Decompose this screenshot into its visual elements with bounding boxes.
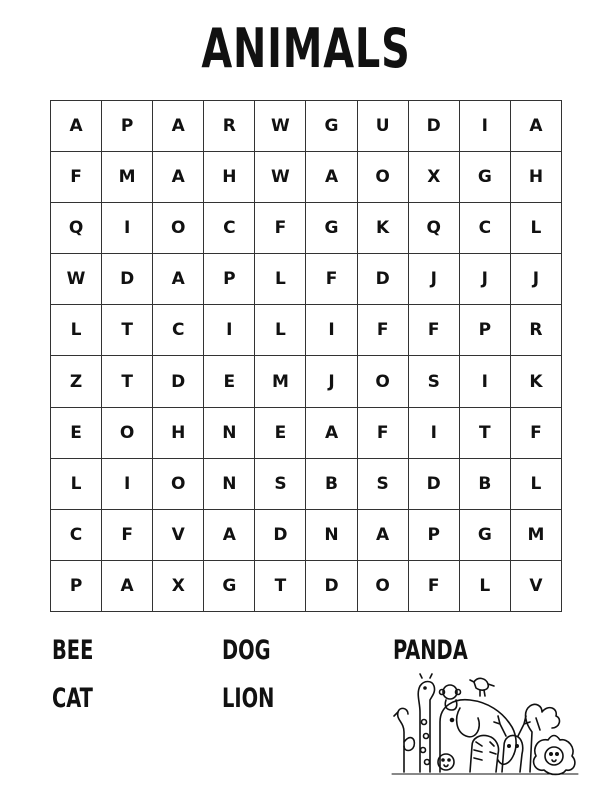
grid-cell: E [255,408,306,459]
grid-cell: W [255,101,306,152]
grid-cell: D [409,459,460,510]
grid-cell: Q [51,203,102,254]
grid-cell: X [409,152,460,203]
grid-cell: O [358,356,409,407]
word-search-grid [50,100,562,612]
grid-cell: A [51,101,102,152]
giraffe-icon [418,674,434,772]
flamingo-icon [394,708,414,772]
grid-cell: O [153,203,204,254]
grid-cell: R [511,305,562,356]
grid-cell: W [255,152,306,203]
zebra-icon [470,735,499,772]
grid-cell: P [102,101,153,152]
grid-cell: T [102,356,153,407]
grid-cell: U [358,101,409,152]
grid-cell: P [51,561,102,612]
grid-cell: K [358,203,409,254]
word-cat: CAT [52,683,93,714]
deer-icon [494,716,530,772]
zoo-animals-illustration [390,672,580,777]
page-title: ANIMALS [201,17,411,80]
grid-cell: F [306,254,357,305]
grid-cell: L [460,561,511,612]
grid-cell: R [204,101,255,152]
grid-cell: J [306,356,357,407]
grid-cell: I [204,305,255,356]
grid-cell: H [153,408,204,459]
grid-cell: A [306,152,357,203]
grid-cell: M [102,152,153,203]
grid-cell: O [153,459,204,510]
grid-cell: L [51,305,102,356]
grid-cell: I [306,305,357,356]
grid-cell: M [511,510,562,561]
grid-cell: D [306,561,357,612]
grid-cell: D [358,254,409,305]
grid-cell: P [460,305,511,356]
grid-cell: V [511,561,562,612]
grid-cell: I [409,408,460,459]
grid-cell: X [153,561,204,612]
grid-cell: N [204,459,255,510]
grid-cell: A [306,408,357,459]
grid-cell: H [511,152,562,203]
grid-cell: G [460,152,511,203]
grid-cell: F [255,203,306,254]
grid-cell: S [409,356,460,407]
word-bee: BEE [52,635,94,666]
grid-cell: F [511,408,562,459]
grid-cell: L [255,305,306,356]
grid-cell: I [460,101,511,152]
bird-icon [470,678,494,696]
grid-cell: O [358,152,409,203]
grid-cell: F [409,561,460,612]
grid-cell: A [511,101,562,152]
grid-cell: A [204,510,255,561]
grid-cell: P [204,254,255,305]
grid-cell: D [409,101,460,152]
lion-icon [534,736,575,775]
grid-cell: Q [409,203,460,254]
grid-cell: A [153,101,204,152]
grid-cell: B [460,459,511,510]
grid-cell: E [51,408,102,459]
grid-cell: C [51,510,102,561]
grid-cell: D [255,510,306,561]
grid-cell: C [204,203,255,254]
grid-cell: G [306,101,357,152]
grid-cell: F [51,152,102,203]
grid-cell: L [255,254,306,305]
grid-cell: A [358,510,409,561]
grid-cell: P [409,510,460,561]
grid-cell: H [204,152,255,203]
grid-cell: I [102,203,153,254]
grid-cell: I [460,356,511,407]
monkey-icon [440,685,461,710]
grid-cell: L [511,203,562,254]
grid-cell: F [358,408,409,459]
grid-cell: N [204,408,255,459]
grid-cell: T [255,561,306,612]
grid-cell: T [460,408,511,459]
grid-cell: V [153,510,204,561]
grid-cell: O [358,561,409,612]
grid-cell: B [306,459,357,510]
grid-cell: A [153,152,204,203]
grid-cell: J [511,254,562,305]
grid-cell: L [511,459,562,510]
grid-cell: G [460,510,511,561]
word-lion: LION [222,683,275,714]
grid-cell: C [460,203,511,254]
grid-cell: T [102,305,153,356]
grid-cell: D [153,356,204,407]
grid-cell: A [153,254,204,305]
grid-cell: D [102,254,153,305]
grid-cell: E [204,356,255,407]
grid-cell: A [102,561,153,612]
grid-cell: M [255,356,306,407]
grid-cell: W [51,254,102,305]
grid-cell: F [358,305,409,356]
grid-cell: J [460,254,511,305]
grid-cell: Z [51,356,102,407]
grid-cell: C [153,305,204,356]
grid-cell: J [409,254,460,305]
grid-cell: F [409,305,460,356]
grid-cell: S [358,459,409,510]
grid-cell: K [511,356,562,407]
word-dog: DOG [222,635,271,666]
grid-cell: G [306,203,357,254]
grid-cell: F [102,510,153,561]
grid-cell: S [255,459,306,510]
grid-cell: L [51,459,102,510]
word-panda: PANDA [393,635,468,666]
grid-cell: O [102,408,153,459]
grid-cell: I [102,459,153,510]
grid-cell: N [306,510,357,561]
grid-cell: G [204,561,255,612]
